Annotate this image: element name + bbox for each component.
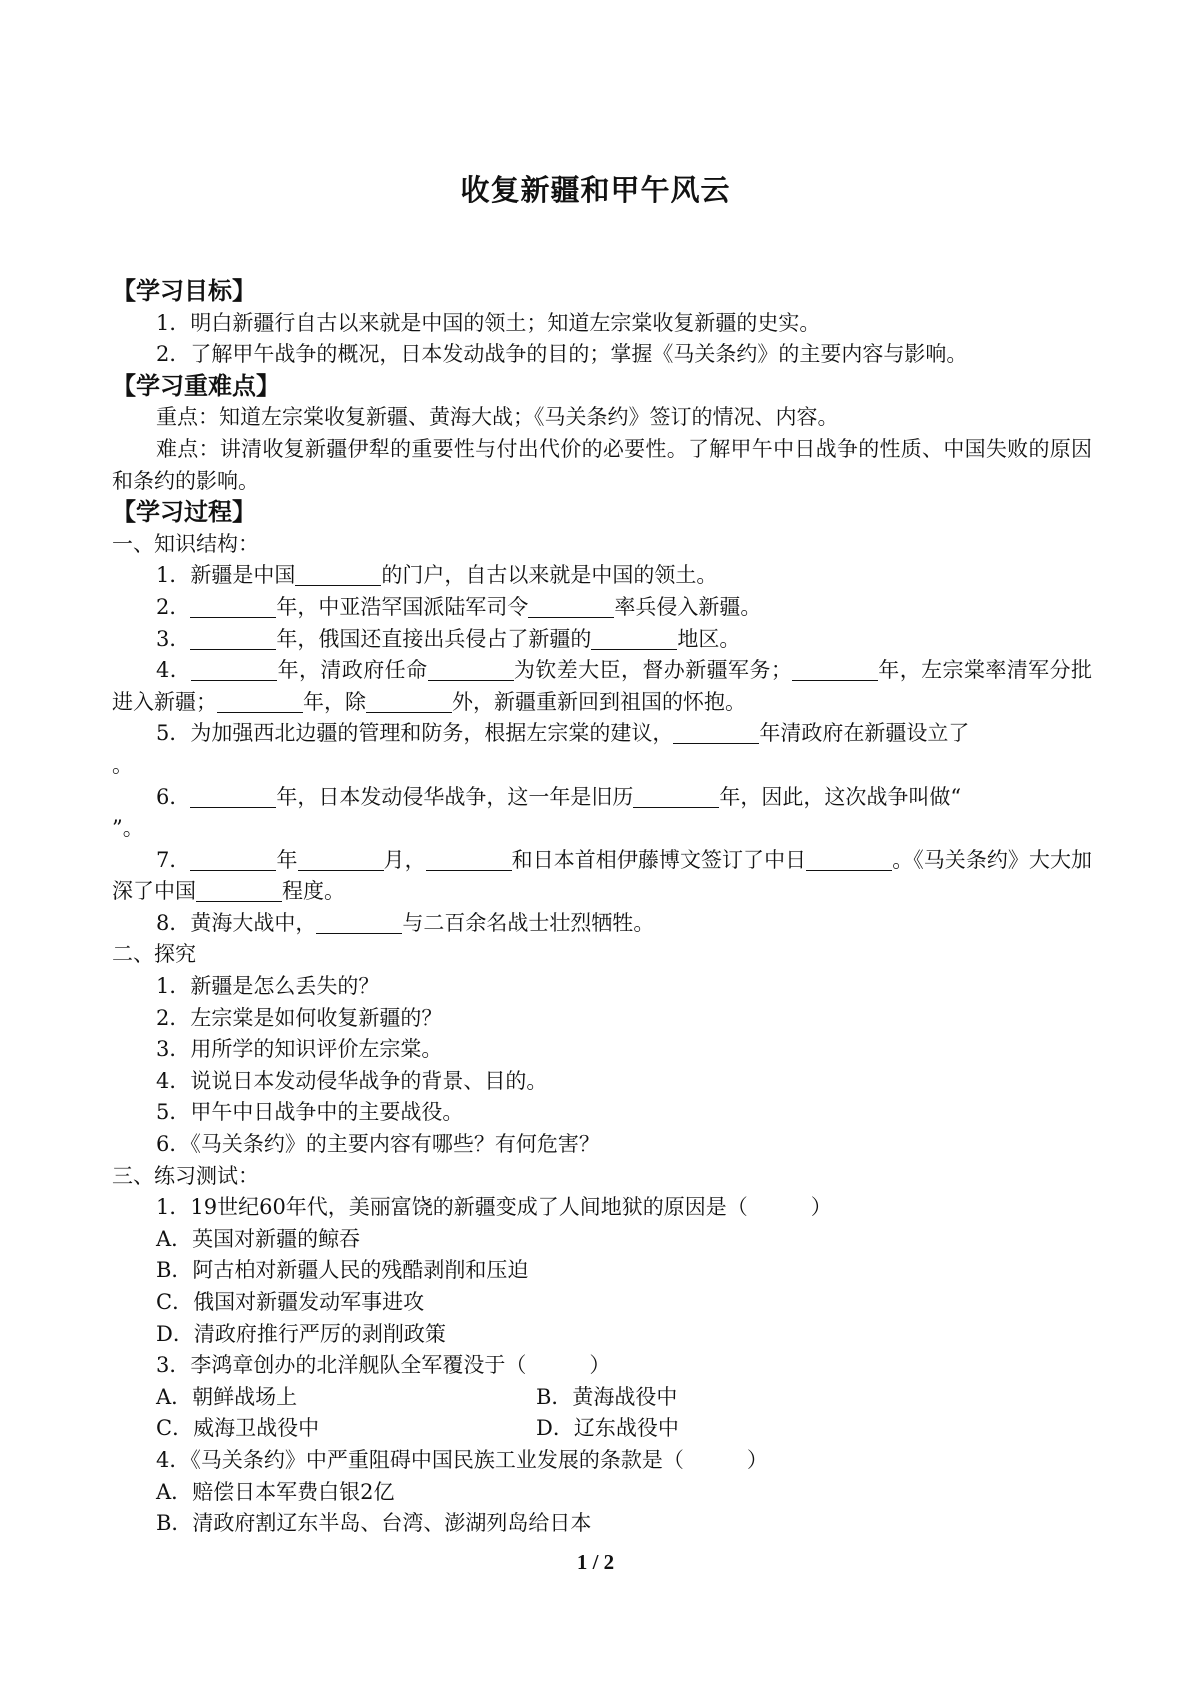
answer-blank[interactable] bbox=[190, 848, 276, 871]
answer-blank[interactable] bbox=[190, 595, 276, 618]
quiz-option[interactable]: B．黄海战役中 bbox=[536, 1384, 678, 1409]
answer-blank[interactable] bbox=[633, 785, 719, 808]
fill-question-6: 6． 年，日本发动侵华战争，这一年是旧历 年，因此，这次战争叫做“ ”。 bbox=[112, 784, 962, 841]
answer-blank[interactable] bbox=[673, 721, 759, 744]
fill-question-7: 7． 年 月， 和日本首相伊藤博文签订了中日 。《马关条约》大大加深了中国 程度。 bbox=[112, 847, 1093, 904]
quiz-question-3: 3．李鸿章创办的北洋舰队全军覆没于（ ） bbox=[156, 1353, 611, 1378]
answer-blank[interactable] bbox=[190, 627, 276, 650]
process-heading: 【学习过程】 bbox=[112, 498, 256, 527]
answer-blank[interactable] bbox=[190, 785, 276, 808]
inquiry-item: 2．左宗棠是如何收复新疆的？ bbox=[156, 1005, 443, 1030]
section1-title: 一、知识结构： bbox=[112, 531, 259, 556]
inquiry-item: 5．甲午中日战争中的主要战役。 bbox=[156, 1100, 464, 1125]
answer-blank[interactable] bbox=[591, 627, 677, 650]
fill-question-5: 5．为加强西北边疆的管理和防务，根据左宗棠的建议， 年清政府在新疆设立了 。 bbox=[112, 721, 970, 777]
fill-question-1: 1．新疆是中国 的门户，自古以来就是中国的领土。 bbox=[156, 563, 718, 588]
quiz-option[interactable]: A．赔偿日本军费白银2亿 bbox=[156, 1479, 395, 1504]
answer-blank[interactable] bbox=[366, 690, 452, 713]
fill-question-2: 2． 年，中亚浩罕国派陆军司令 率兵侵入新疆。 bbox=[156, 594, 762, 619]
section2-title: 二、探究 bbox=[112, 942, 196, 967]
focus-text: 重点：知道左宗棠收复新疆、黄海大战；《马关条约》签订的情况、内容。 bbox=[156, 405, 839, 430]
goals-heading: 【学习目标】 bbox=[112, 277, 256, 305]
answer-blank[interactable] bbox=[426, 848, 512, 871]
answer-blank[interactable] bbox=[806, 848, 892, 871]
quiz-option[interactable]: A．朝鲜战场上 bbox=[156, 1384, 298, 1409]
answer-blank[interactable] bbox=[969, 722, 970, 744]
quiz-option-row bbox=[112, 1413, 1092, 1445]
quiz-question-1: 1．19世纪60年代，美丽富饶的新疆变成了人间地狱的原因是（ ） bbox=[156, 1195, 832, 1220]
fill-question-8: 8．黄海大战中， 与二百余名战士壮烈牺牲。 bbox=[156, 910, 655, 935]
answer-blank[interactable] bbox=[316, 911, 402, 934]
answer-blank[interactable] bbox=[217, 690, 303, 713]
goal-item: 2．了解甲午战争的概况，日本发动战争的目的；掌握《马关条约》的主要内容与影响。 bbox=[156, 342, 968, 367]
page-number: 1 / 2 bbox=[576, 1550, 615, 1574]
quiz-option[interactable]: D．清政府推行严厉的剥削政策 bbox=[156, 1321, 446, 1346]
quiz-option[interactable]: D．辽东战役中 bbox=[536, 1416, 679, 1441]
answer-blank[interactable] bbox=[298, 848, 384, 871]
page-title: 收复新疆和甲午风云 bbox=[460, 173, 731, 207]
inquiry-item: 4．说说日本发动侵华战争的背景、目的。 bbox=[156, 1068, 548, 1093]
answer-blank[interactable] bbox=[792, 658, 878, 681]
section3-title: 三、练习测试： bbox=[112, 1163, 259, 1188]
answer-blank[interactable] bbox=[191, 658, 277, 681]
fill-question-4: 4． 年，清政府任命 为钦差大臣，督办新疆军务； 年，左宗棠率清军分批进入新疆； 年，除 外，新疆重新回到祖国的怀抱。 bbox=[112, 658, 1093, 714]
answer-blank[interactable] bbox=[196, 879, 282, 902]
inquiry-item: 3．用所学的知识评价左宗棠。 bbox=[156, 1037, 443, 1062]
answer-blank[interactable] bbox=[428, 658, 514, 681]
fill-question-3: 3． 年，俄国还直接出兵侵占了新疆的 地区。 bbox=[156, 626, 741, 651]
quiz-option[interactable]: C．威海卫战役中 bbox=[156, 1416, 320, 1441]
quiz-option-row bbox=[112, 1382, 1092, 1414]
quiz-option[interactable]: B．阿古柏对新疆人民的残酷剥削和压迫 bbox=[156, 1258, 529, 1283]
keypoints-heading: 【学习重难点】 bbox=[112, 371, 280, 400]
document-body bbox=[112, 276, 1092, 1540]
quiz-option[interactable]: B．清政府割辽东半岛、台湾、澎湖列岛给日本 bbox=[156, 1511, 592, 1536]
difficulty-text: 难点：讲清收复新疆伊犁的重要性与付出代价的必要性。了解甲午中日战争的性质、中国失败的原因和条约的影响。 bbox=[112, 436, 1092, 493]
answer-blank[interactable] bbox=[528, 595, 614, 618]
quiz-question-4: 4．《马关条约》中严重阻碍中国民族工业发展的条款是（ ） bbox=[156, 1447, 768, 1472]
inquiry-item: 6．《马关条约》的主要内容有哪些？有何危害？ bbox=[156, 1132, 600, 1157]
quiz-option[interactable]: A．英国对新疆的鲸吞 bbox=[156, 1226, 361, 1251]
inquiry-item: 1．新疆是怎么丢失的？ bbox=[156, 974, 380, 999]
quiz-option[interactable]: C．俄国对新疆发动军事进攻 bbox=[156, 1290, 425, 1314]
goal-item: 1．明白新疆行自古以来就是中国的领土；知道左宗棠收复新疆的史实。 bbox=[156, 310, 821, 335]
answer-blank[interactable] bbox=[295, 563, 381, 586]
